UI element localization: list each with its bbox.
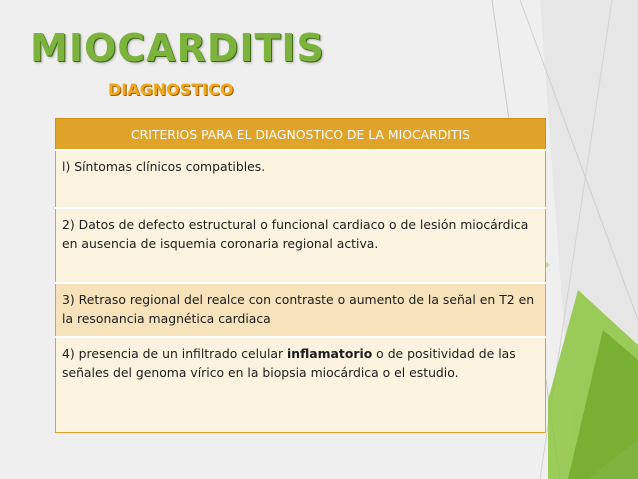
- criterion-4-before: 4) presencia de un infiltrado celular: [62, 346, 288, 361]
- table-row: [56, 337, 546, 433]
- criterion-4: [56, 337, 546, 433]
- criterion-4-highlight: inflamatorio: [287, 346, 373, 361]
- table-row: [56, 150, 546, 208]
- decorative-arrow-icon: [548, 290, 638, 479]
- criterion-2: 2) Datos de defecto estructural o funcional cardiaco o de lesión miocárdica en ausencia de isquemia coronaria regional activa.: [56, 208, 546, 283]
- table-row: [56, 283, 546, 337]
- slide-subtitle: DIAGNOSTICO: [108, 80, 234, 99]
- criterion-3: 3) Retraso regional del realce con contraste o aumento de la señal en T2 en la resonancia magnética cardiaca: [56, 283, 546, 337]
- table-row: [56, 208, 546, 283]
- slide-title: MIOCARDITIS: [30, 26, 325, 70]
- table-header-row: [56, 119, 546, 151]
- criteria-table: [55, 118, 546, 433]
- criterion-4-after: o de positividad de las señales del genoma vírico en la biopsia miocárdica o el estudio.: [62, 346, 516, 380]
- criterion-1: l) Síntomas clínicos compatibles.: [56, 150, 546, 208]
- table-header: CRITERIOS PARA EL DIAGNOSTICO DE LA MIOCARDITIS: [56, 119, 546, 151]
